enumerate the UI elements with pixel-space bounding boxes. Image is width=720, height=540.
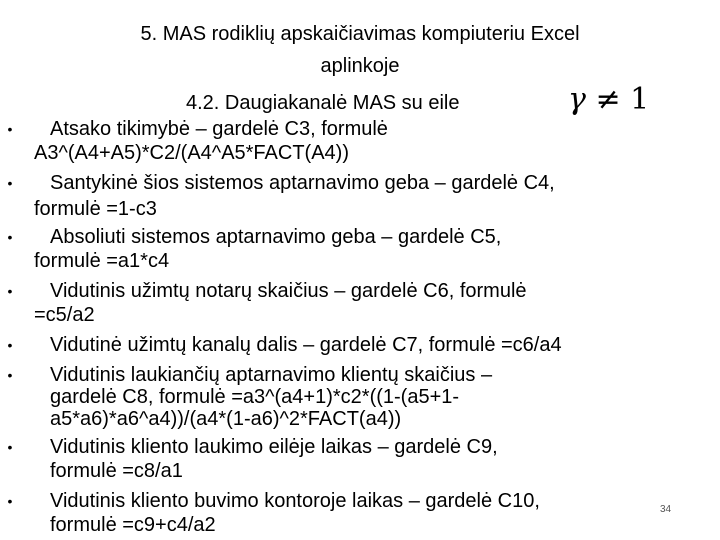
bullet-marker: •	[7, 121, 13, 137]
list-item-line: Vidutinis kliento laukimo eilėje laikas – gardelė C9,	[50, 436, 498, 458]
bullet-marker: •	[7, 175, 13, 191]
list-item-line: Vidutinis kliento buvimo kontoroje laikas – gardelė C10,	[50, 490, 540, 512]
list-item-line: Santykinė šios sistemos aptarnavimo geba – gardelė C4,	[50, 172, 555, 194]
bullet-marker: •	[7, 283, 13, 299]
list-item-line: Atsako tikimybė – gardelė C3, formulė	[50, 118, 388, 140]
list-item-line: formulė =c9+c4/a2	[50, 514, 216, 536]
bullet-marker: •	[7, 493, 13, 509]
list-item-line: formulė =1-c3	[34, 198, 157, 220]
subtitle: 4.2. Daugiakanalė MAS su eile	[186, 92, 460, 114]
formula-not-equal-one: ≠ 1	[585, 82, 650, 117]
list-item-line: Vidutinis užimtų notarų skaičius – gardelė C6, formulė	[50, 280, 527, 302]
list-item-line: A3^(A4+A5)*C2/(A4^A5*FACT(A4))	[34, 142, 349, 164]
formula-gamma: γ	[568, 82, 586, 117]
bullet-marker: •	[7, 337, 13, 353]
bullet-marker: •	[7, 439, 13, 455]
list-item-line: =c5/a2	[34, 304, 95, 326]
list-item-line: gardelė C8, formulė =a3^(a4+1)*c2*((1-(a5+1-	[50, 386, 460, 408]
title-line-2: aplinkoje	[320, 55, 400, 77]
list-item-line: a5*a6)*a6^a4))/(a4*(1-a6)^2*FACT(a4))	[50, 408, 402, 430]
title-line-1: 5. MAS rodiklių apskaičiavimas kompiuteriu Excel	[140, 23, 580, 45]
bullet-marker: •	[7, 367, 13, 383]
list-item-line: Vidutinis laukiančių aptarnavimo klientų skaičius –	[50, 364, 493, 386]
bullet-marker: •	[7, 229, 13, 245]
page-number: 34	[660, 504, 672, 515]
list-item-line: Absoliuti sistemos aptarnavimo geba – gardelė C5,	[50, 226, 502, 248]
list-item-line: formulė =a1*c4	[34, 250, 170, 272]
list-item-line: Vidutinė užimtų kanalų dalis – gardelė C7, formulė =c6/a4	[50, 334, 562, 356]
list-item-line: formulė =c8/a1	[50, 460, 183, 482]
